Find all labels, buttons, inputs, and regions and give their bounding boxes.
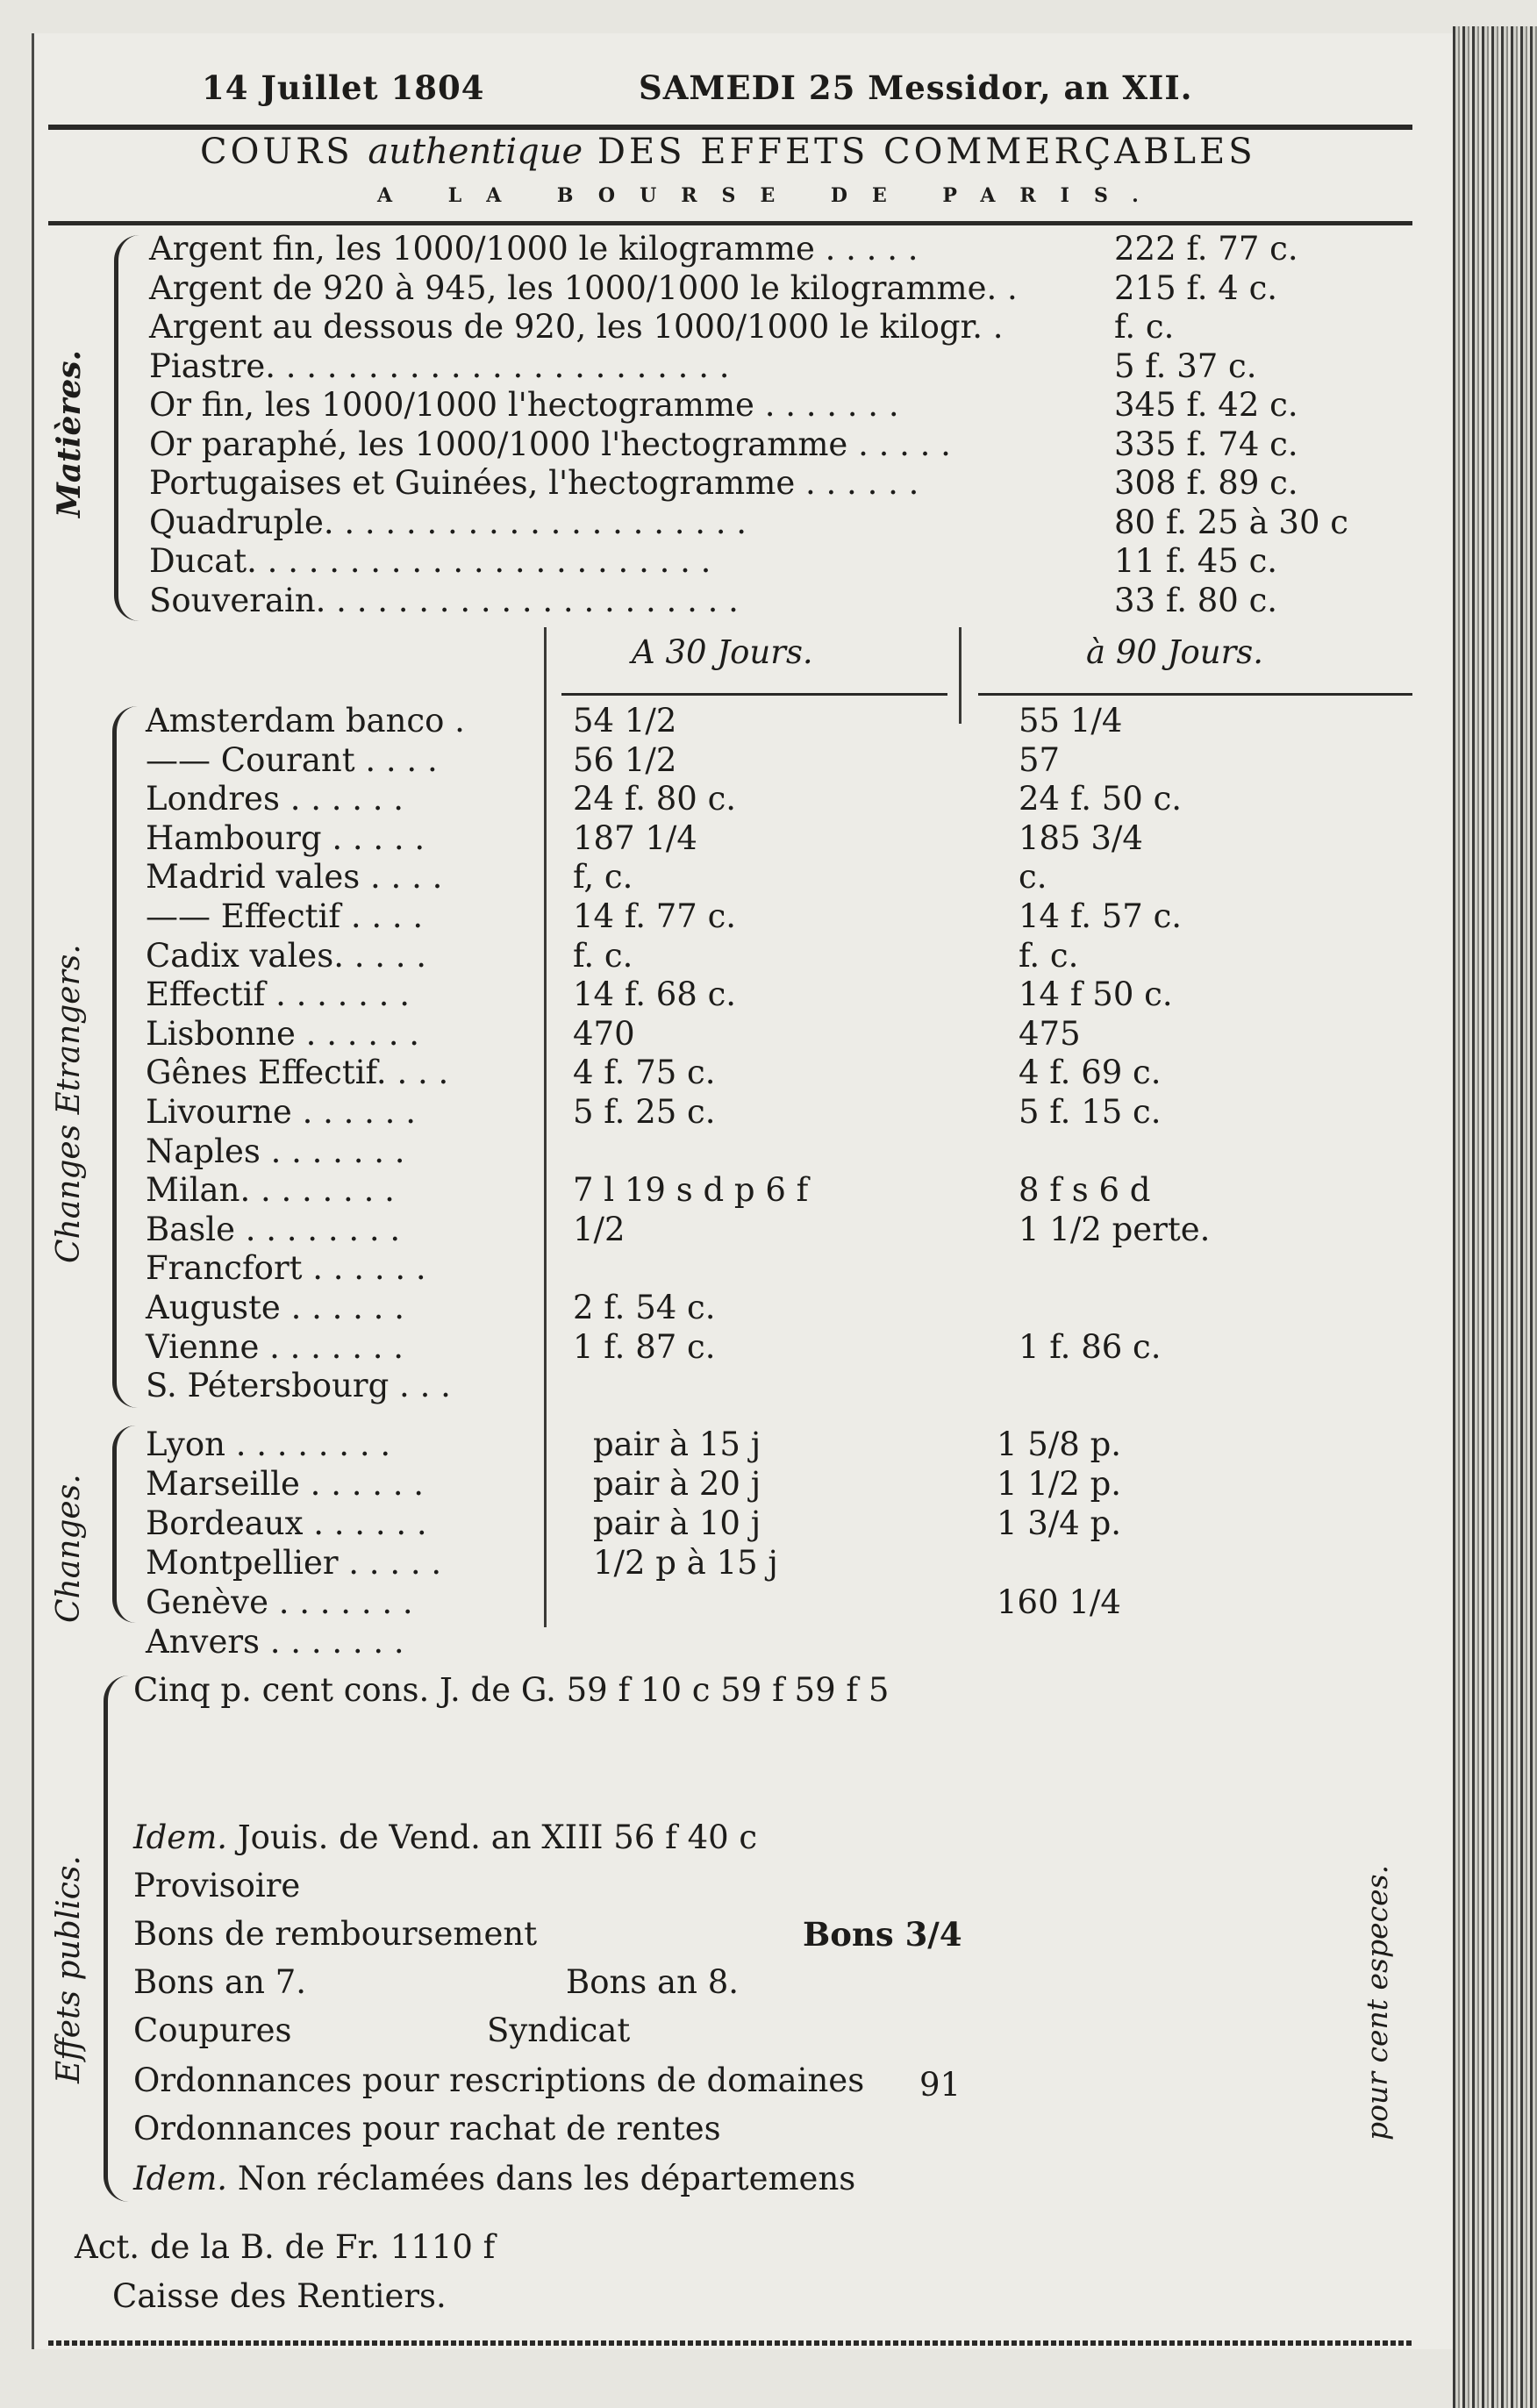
changes-etrangers-row bbox=[146, 819, 1409, 858]
value-90-jours: 185 3/4 bbox=[1019, 818, 1143, 857]
changes-label: Genève . . . . . . . bbox=[146, 1583, 413, 1621]
matieres-value: 33 f. 80 c. bbox=[1114, 581, 1278, 619]
changes-etrangers-row bbox=[146, 702, 1409, 740]
changes-row bbox=[146, 1465, 1409, 1504]
title-authentique: authentique bbox=[368, 132, 583, 172]
changes-etrangers-label: Livourne . . . . . . bbox=[146, 1093, 416, 1131]
footer-rule bbox=[48, 2340, 1412, 2346]
title-rule bbox=[48, 221, 1412, 225]
changes-etrangers-row bbox=[146, 1133, 1409, 1171]
changes-label: Marseille . . . . . . bbox=[146, 1465, 425, 1503]
matieres-row bbox=[149, 347, 1421, 386]
matieres-row bbox=[149, 269, 1421, 308]
value-30-jours: 187 1/4 bbox=[573, 818, 697, 857]
italic-idem-2: Idem. bbox=[133, 2160, 228, 2197]
value-30-jours: pair à 15 j bbox=[593, 1426, 761, 1463]
value-90-jours: 1 1/2 p. bbox=[997, 1465, 1122, 1503]
value-90-jours: 4 f. 69 c. bbox=[1019, 1054, 1162, 1092]
brace-changes-etrangers bbox=[112, 706, 138, 1408]
italic-idem: Idem. bbox=[133, 1819, 228, 1856]
matieres-label: Or paraphé, les 1000/1000 l'hectogramme . . . . . bbox=[149, 425, 951, 463]
matieres-label: Piastre. . . . . . . . . . . . . . . . . . . . . . . bbox=[149, 347, 730, 385]
value-30-jours: 5 f. 25 c. bbox=[573, 1093, 716, 1131]
value-90-jours: 8 f s 6 d bbox=[1019, 1171, 1151, 1210]
value-90-jours: 475 bbox=[1019, 1014, 1081, 1053]
matieres-label: Argent de 920 à 945, les 1000/1000 le kilogramme. . bbox=[149, 268, 1018, 307]
matieres-value: 215 f. 4 c. bbox=[1114, 268, 1278, 307]
value-30-jours: pair à 10 j bbox=[593, 1504, 761, 1542]
value-90-jours: 55 1/4 bbox=[1019, 702, 1123, 740]
value-90-jours: 14 f 50 c. bbox=[1019, 975, 1173, 1014]
matieres-label: Portugaises et Guinées, l'hectogramme . . . . . . bbox=[149, 464, 919, 502]
header-date-right: SAMEDI 25 Messidor, an XII. bbox=[639, 68, 1193, 107]
matieres-value: 308 f. 89 c. bbox=[1114, 464, 1298, 502]
value-90-jours: 1 3/4 p. bbox=[997, 1504, 1122, 1542]
value-30-jours: 14 f. 77 c. bbox=[573, 897, 737, 935]
effets-bons-value: Bons 3/4 bbox=[803, 1915, 962, 1954]
changes-etrangers-row bbox=[146, 975, 1409, 1014]
changes-etrangers-row bbox=[146, 1249, 1409, 1288]
matieres-label: Souverain. . . . . . . . . . . . . . . . . . . . . bbox=[149, 581, 739, 619]
matieres-value: 222 f. 77 c. bbox=[1114, 230, 1298, 268]
effets-line-syndicat: Syndicat bbox=[487, 2011, 631, 2049]
matieres-row bbox=[149, 504, 1421, 542]
changes-etrangers-row bbox=[146, 1211, 1409, 1249]
matieres-value: 80 f. 25 à 30 c bbox=[1114, 503, 1348, 541]
title-effets: DES EFFETS COMMERÇABLES bbox=[597, 132, 1256, 172]
changes-row bbox=[146, 1426, 1409, 1464]
matieres-value: f. c. bbox=[1114, 308, 1175, 346]
changes-etrangers-label: Hambourg . . . . . bbox=[146, 818, 425, 857]
value-30-jours: pair à 20 j bbox=[593, 1465, 761, 1503]
value-90-jours: c. bbox=[1019, 858, 1047, 897]
effets-line-bons-an-7: Bons an 7. bbox=[133, 1963, 306, 2001]
changes-etrangers-row bbox=[146, 780, 1409, 818]
changes-etrangers-row bbox=[146, 1054, 1409, 1092]
value-90-jours: 5 f. 15 c. bbox=[1019, 1093, 1162, 1131]
changes-etrangers-label: Effectif . . . . . . . bbox=[146, 975, 410, 1014]
brace-matieres bbox=[114, 235, 139, 621]
effets-line-idem-jouis bbox=[133, 1819, 757, 1857]
changes-label: Lyon . . . . . . . . bbox=[146, 1426, 391, 1463]
changes-etrangers-label: S. Pétersbourg . . . bbox=[146, 1367, 451, 1405]
matieres-row bbox=[149, 230, 1421, 268]
section-label-changes-etrangers: Changes Etrangers. bbox=[51, 944, 87, 1263]
footer-actions-banque: Act. de la B. de Fr. 1110 f bbox=[75, 2228, 496, 2266]
book-edge bbox=[1453, 26, 1537, 2408]
side-label-pour-cent-especes: pour cent especes. bbox=[1360, 1864, 1394, 2140]
value-30-jours: 4 f. 75 c. bbox=[573, 1054, 716, 1092]
column-header-90-jours: à 90 Jours. bbox=[1086, 633, 1264, 671]
changes-label: Montpellier . . . . . bbox=[146, 1544, 442, 1582]
changes-etrangers-label: Naples . . . . . . . bbox=[146, 1132, 405, 1170]
value-90-jours: 1 1/2 perte. bbox=[1019, 1210, 1211, 1248]
changes-etrangers-row bbox=[146, 858, 1409, 897]
value-30-jours: 7 l 19 s d p 6 f bbox=[573, 1171, 809, 1210]
changes-etrangers-label: Auguste . . . . . . bbox=[146, 1289, 404, 1326]
matieres-row bbox=[149, 386, 1421, 425]
value-30-jours: 24 f. 80 c. bbox=[573, 780, 737, 818]
value-30-jours: f, c. bbox=[573, 858, 633, 897]
header-rule bbox=[48, 125, 1412, 130]
matieres-value: 345 f. 42 c. bbox=[1114, 386, 1298, 424]
effets-line-provisoire: Provisoire bbox=[133, 1867, 301, 1904]
changes-etrangers-row bbox=[146, 1093, 1409, 1132]
column-header-30-jours: A 30 Jours. bbox=[632, 633, 813, 671]
matieres-value: 11 f. 45 c. bbox=[1114, 542, 1278, 580]
value-30-jours: 1 f. 87 c. bbox=[573, 1327, 716, 1366]
matieres-label: Or fin, les 1000/1000 l'hectogramme . . . . . . . bbox=[149, 386, 899, 424]
effets-line-bons-remboursement: Bons de remboursement bbox=[133, 1915, 538, 1953]
effets-line-coupures: Coupures bbox=[133, 2011, 292, 2049]
changes-etrangers-label: Francfort . . . . . . bbox=[146, 1249, 426, 1288]
value-30-jours: 1/2 p à 15 j bbox=[593, 1544, 778, 1582]
matieres-label: Ducat. . . . . . . . . . . . . . . . . . . . . . . bbox=[149, 542, 711, 580]
effets-ordonnances-value: 91 bbox=[919, 2066, 962, 2104]
header-date-left: 14 Juillet 1804 bbox=[202, 68, 485, 107]
changes-etrangers-row bbox=[146, 1367, 1409, 1405]
matieres-row bbox=[149, 308, 1421, 347]
changes-etrangers-label: Lisbonne . . . . . . bbox=[146, 1014, 420, 1053]
changes-etrangers-label: Vienne . . . . . . . bbox=[146, 1327, 404, 1366]
value-90-jours: 14 f. 57 c. bbox=[1019, 897, 1183, 935]
changes-etrangers-label: Madrid vales . . . . bbox=[146, 858, 443, 897]
changes-etrangers-row bbox=[146, 1171, 1409, 1210]
effets-line-cinq-pour-cent: Cinq p. cent cons. J. de G. 59 f 10 c 59 f 59 f 5 bbox=[133, 1671, 890, 1709]
matieres-row bbox=[149, 582, 1421, 620]
section-label-matieres: Matières. bbox=[51, 349, 88, 518]
column-rule-90 bbox=[978, 693, 1412, 696]
page-title bbox=[200, 132, 1256, 172]
changes-etrangers-row bbox=[146, 937, 1409, 975]
changes-label: Anvers . . . . . . . bbox=[146, 1623, 404, 1661]
changes-etrangers-row bbox=[146, 897, 1409, 936]
brace-effets-publics bbox=[104, 1676, 129, 2202]
value-30-jours: 1/2 bbox=[573, 1210, 626, 1248]
matieres-label: Argent fin, les 1000/1000 le kilogramme . . . . . bbox=[149, 230, 919, 268]
value-30-jours: 56 1/2 bbox=[573, 740, 677, 779]
changes-etrangers-row bbox=[146, 1289, 1409, 1327]
changes-etrangers-label: —— Effectif . . . . bbox=[146, 897, 424, 935]
value-90-jours: 57 bbox=[1019, 740, 1061, 779]
value-30-jours: 470 bbox=[573, 1014, 635, 1053]
page-subtitle: A LA BOURSE DE PARIS. bbox=[377, 184, 1163, 207]
matieres-row bbox=[149, 464, 1421, 503]
effets-line-idem-non-reclamees bbox=[133, 2160, 855, 2198]
changes-row bbox=[146, 1583, 1409, 1622]
changes-row bbox=[146, 1623, 1409, 1661]
changes-etrangers-row bbox=[146, 1328, 1409, 1367]
value-30-jours: 2 f. 54 c. bbox=[573, 1289, 716, 1326]
changes-etrangers-row bbox=[146, 741, 1409, 780]
value-30-jours: 54 1/2 bbox=[573, 702, 677, 740]
changes-etrangers-label: Basle . . . . . . . . bbox=[146, 1210, 401, 1248]
jouis-text: Jouis. de Vend. an XIII 56 f 40 c bbox=[237, 1819, 758, 1856]
value-90-jours: 1 f. 86 c. bbox=[1019, 1327, 1162, 1366]
value-90-jours: f. c. bbox=[1019, 936, 1079, 975]
changes-row bbox=[146, 1544, 1409, 1583]
effets-line-bons-an-8: Bons an 8. bbox=[566, 1963, 739, 2001]
value-90-jours: 160 1/4 bbox=[997, 1583, 1121, 1621]
effets-line-ordonnances-rachat: Ordonnances pour rachat de rentes bbox=[133, 2110, 721, 2147]
value-90-jours: 24 f. 50 c. bbox=[1019, 780, 1183, 818]
changes-etrangers-label: Amsterdam banco . bbox=[146, 702, 465, 740]
title-cours: COURS bbox=[200, 132, 354, 172]
value-30-jours: 14 f. 68 c. bbox=[573, 975, 737, 1014]
changes-etrangers-label: —— Courant . . . . bbox=[146, 740, 438, 779]
effets-line-ordonnances-rescriptions: Ordonnances pour rescriptions de domaines bbox=[133, 2061, 865, 2099]
value-30-jours: f. c. bbox=[573, 936, 633, 975]
non-reclamees-text: Non réclamées dans les départemens bbox=[237, 2160, 856, 2197]
column-rule-30 bbox=[561, 693, 947, 696]
changes-row bbox=[146, 1504, 1409, 1543]
matieres-label: Argent au dessous de 920, les 1000/1000 le kilogr. . bbox=[149, 308, 1004, 346]
value-90-jours: 1 5/8 p. bbox=[997, 1426, 1122, 1463]
changes-etrangers-label: Londres . . . . . . bbox=[146, 780, 404, 818]
section-label-changes: Changes. bbox=[51, 1474, 87, 1623]
changes-etrangers-row bbox=[146, 1015, 1409, 1054]
footer-caisse-rentiers: Caisse des Rentiers. bbox=[112, 2277, 447, 2315]
matieres-value: 5 f. 37 c. bbox=[1114, 347, 1257, 385]
changes-etrangers-label: Milan. . . . . . . . bbox=[146, 1171, 395, 1210]
changes-etrangers-label: Cadix vales. . . . . bbox=[146, 936, 427, 975]
matieres-label: Quadruple. . . . . . . . . . . . . . . . . . . . . bbox=[149, 503, 747, 541]
matieres-row bbox=[149, 542, 1421, 581]
matieres-value: 335 f. 74 c. bbox=[1114, 425, 1298, 463]
changes-etrangers-label: Gênes Effectif. . . . bbox=[146, 1054, 449, 1092]
section-label-effets-publics: Effets publics. bbox=[51, 1855, 87, 2083]
matieres-row bbox=[149, 425, 1421, 464]
brace-changes bbox=[112, 1426, 136, 1623]
changes-label: Bordeaux . . . . . . bbox=[146, 1504, 427, 1542]
